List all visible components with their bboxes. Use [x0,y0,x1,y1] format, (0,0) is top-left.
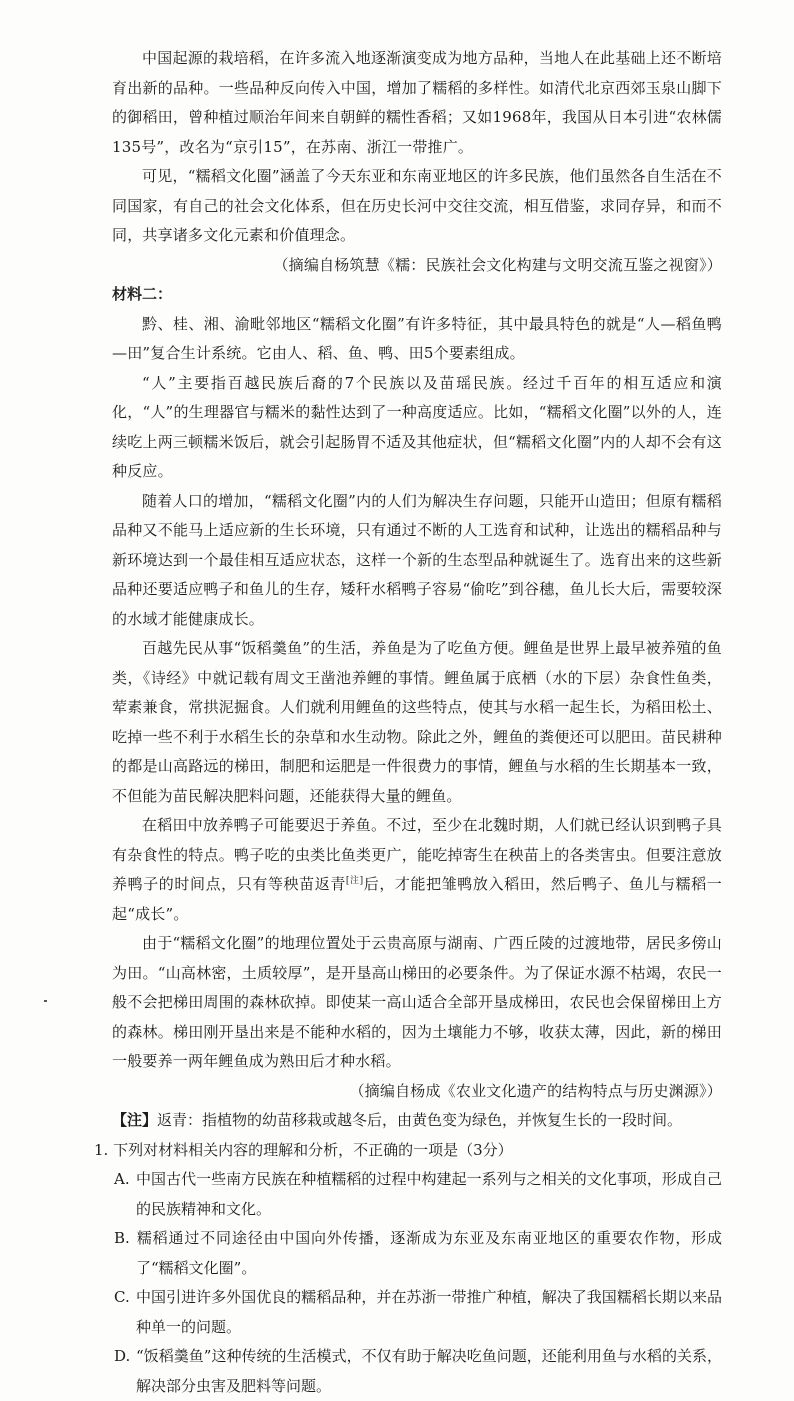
material2-heading: 材料二： [112,285,173,303]
scan-speck [44,1000,47,1002]
material2-paragraph-2: “人”主要指百越民族后裔的7个民族以及苗瑶民族。经过千百年的相互适应和演化，“人”的生理器官与糯米的黏性达到了一种高度适应。比如，“糯稻文化圈”以外的人，连续吃上两三顿糯米饭后，就会引起肠胃不适及其他症状，但“糯稻文化圈”内的人却不会有这种反应。 [112,373,722,480]
footnote-text: 返青：指植物的幼苗移栽或越冬后，由黄色变为绿色，并恢复生长的一段时间。 [157,1111,683,1129]
question-1-option-b [114,1224,722,1283]
footnote [112,1106,722,1136]
question-1-stem: 1. 下列对材料相关内容的理解和分析，不正确的一项是（3分） [94,1140,513,1159]
material2-paragraph-6: 由于“糯稻文化圈”的地理位置处于云贵高原与湖南、广西丘陵的过渡地带，居民多傍山为田。“山高林密，土质较厚”，是开垦高山梯田的必要条件。为了保证水源不枯竭，农民一般不会把梯田周围的森林砍掉。即使某一高山适合全部开垦成梯田，农民也会保留梯田上方的森林。梯田刚开垦出来是不能种水稻的，因为土壤能力不够，收获太薄，因此，新的梯田一般要养一两年鲤鱼成为熟田后才种水稻。 [112,934,722,1070]
footnote-tag: 【注】 [112,1111,158,1129]
material2-source: （摘编自杨成《农业文化遗产的结构特点与历史渊源》） [349,1081,722,1100]
material1-paragraph-1: 中国起源的栽培稻，在许多流入地逐渐演变成为地方品种，当地人在此基础上还不断培育出新的品种。一些品种反向传入中国，增加了糯稻的多样性。如清代北京西郊玉泉山脚下的御稻田，曾种植过顺治年间来自朝鲜的糯性香稻；又如1968年，我国从日本引进“农林儒135号”，改名为“京引15”，在苏南、浙江一带推广。 [112,49,722,156]
material2-paragraph-1: 黔、桂、湘、渝毗邻地区“糯稻文化圈”有许多特征，其中最具特色的就是“人—稻鱼鸭—田”复合生计系统。它由人、稻、鱼、鸭、田5个要素组成。 [112,314,722,362]
material1-source: （摘编自杨筑慧《糯：民族社会文化构建与文明交流互鉴之视窗》） [273,255,722,274]
option-letter: B. [114,1229,130,1247]
question-1-option-a [114,1165,722,1224]
option-text: “饭稻羹鱼”这种传统的生活模式，不仅有助于解决吃鱼问题，还能利用鱼与水稻的关系，解决部分虫害及肥料等问题。 [136,1347,722,1395]
question-1-option-c [114,1283,722,1342]
material2-paragraph-3: 随着人口的增加，“糯稻文化圈”内的人们为解决生存问题，只能开山造田；但原有糯稻品种又不能马上适应新的生长环境，只有通过不断的人工选育和试种，让选出的糯稻品种与新环境达到一个最佳相互适应状态，这样一个新的生态型品种就诞生了。选育出来的这些新品种还要适应鸭子和鱼儿的生存，矮秆水稻鸭子容易“偷吃”到谷穗，鱼儿长大后，需要较深的水域才能健康成长。 [112,491,722,628]
option-text: 中国引进许多外国优良的糯稻品种，并在苏浙一带推广种植，解决了我国糯稻长期以来品种单一的问题。 [136,1288,722,1336]
footnote-marker: [注] [345,876,364,886]
material2-paragraph-5 [112,811,722,929]
option-text: 中国古代一些南方民族在种植糯稻的过程中构建起一系列与之相关的文化事项，形成自己的民族精神和文化。 [136,1170,722,1218]
material1-paragraph-2: 可见，“糯稻文化圈”涵盖了今天东亚和东南亚地区的许多民族，他们虽然各自生活在不同国家，有自己的社会文化体系，但在历史长河中交往交流，相互借鉴，求同存异，和而不同，共享诸多文化元素和价值理念。 [112,167,722,244]
option-letter: D. [114,1347,131,1365]
option-letter: A. [114,1170,130,1188]
paragraph-5-text-b: 后，才能把雏鸭放入稻田，然后鸭子、鱼儿与糯稻一起“成长”。 [112,875,723,923]
option-text: 糯稻通过不同途径由中国向外传播，逐渐成为东亚及东南亚地区的重要农作物，形成了“糯稻文化圈”。 [136,1229,722,1277]
material2-paragraph-4: 百越先民从事“饭稻羹鱼”的生活，养鱼是为了吃鱼方便。鲤鱼是世界上最早被养殖的鱼类，《诗经》中就记载有周文王凿池养鲤的事情。鲤鱼属于底栖（水的下层）杂食性鱼类，荤素兼食，常拱泥掘食。人们就利用鲤鱼的这些特点，使其与水稻一起生长，为稻田松土、吃掉一些不利于水稻生长的杂草和水生动物。除此之外，鲤鱼的粪便还可以肥田。苗民耕种的都是山高路远的梯田，制肥和运肥是一件很费力的事情，鲤鱼与水稻的生长期基本一致，不但能为苗民解决肥料问题，还能获得大量的鲤鱼。 [112,639,722,805]
paragraph-5-text-a: 在稻田中放养鸭子可能要迟于养鱼。不过，至少在北魏时期，人们就已经认识到鸭子具有杂食性的特点。鸭子吃的虫类比鱼类更广，能吃掉寄生在秧苗上的各类害虫。但要注意放养鸭子的时间点，只有等秧苗返青 [112,816,722,893]
option-letter: C. [114,1288,130,1306]
question-1-option-d [114,1342,722,1401]
